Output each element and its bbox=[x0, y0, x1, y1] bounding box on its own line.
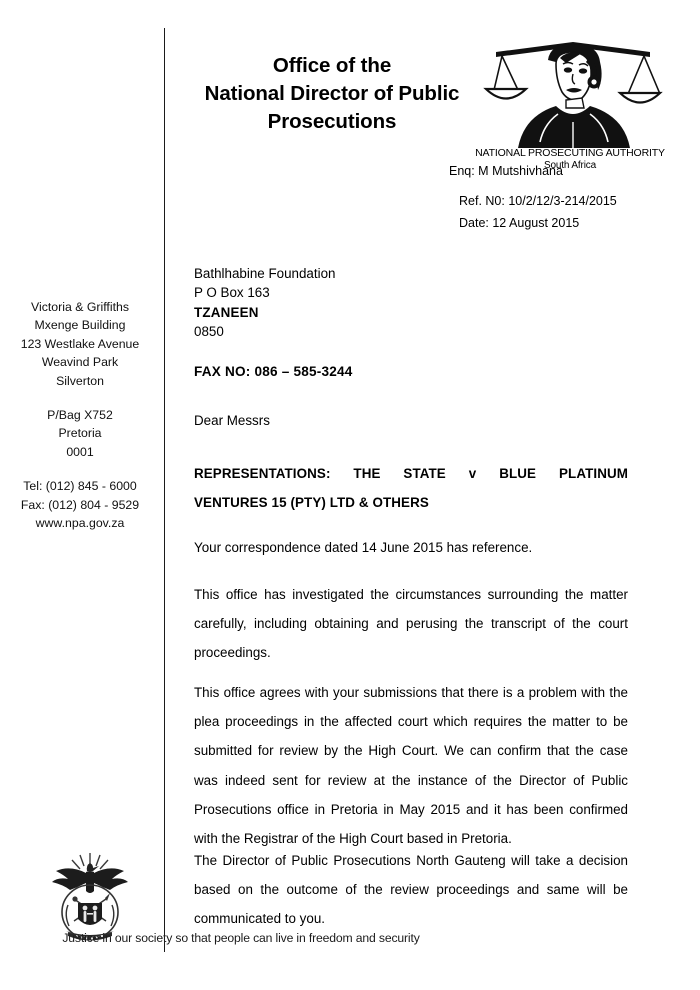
scales-of-justice-lady-icon bbox=[478, 30, 668, 148]
page-title bbox=[182, 52, 482, 136]
sidebar-fax: Fax: (012) 804 - 9529 bbox=[20, 497, 140, 512]
salutation: Dear Messrs bbox=[194, 413, 270, 428]
sidebar-postal-address bbox=[4, 406, 156, 461]
reference-number: Ref. N0: 10/2/12/3-214/2015 bbox=[459, 194, 617, 208]
subject-line bbox=[194, 459, 628, 517]
logo-caption-sub: South Africa bbox=[543, 160, 597, 171]
sidebar-address-block bbox=[4, 298, 156, 532]
subject-line-1: REPRESENTATIONS: THE STATE v BLUE PLATINUM bbox=[194, 466, 628, 481]
letter-date: Date: 12 August 2015 bbox=[459, 216, 580, 230]
recipient-address-block bbox=[194, 264, 335, 342]
recipient-town: TZANEEN bbox=[194, 304, 259, 320]
sidebar-telephone: Tel: (012) 845 - 6000 bbox=[23, 479, 137, 494]
sidebar-postal-line: 0001 bbox=[66, 444, 94, 459]
sidebar-address-line: Mxenge Building bbox=[34, 318, 126, 333]
paragraph-2: This office has investigated the circumstances surrounding the matter carefully, including obtaining and perusing the transcript of the court proceedings. bbox=[194, 587, 628, 661]
recipient-postal-code: 0850 bbox=[194, 324, 224, 340]
paragraph-4: The Director of Public Prosecutions North Gauteng will take a decision based on the outcome of the review proceedings and same will be communicated to you. bbox=[194, 853, 628, 927]
recipient-po-box: P O Box 163 bbox=[194, 285, 270, 301]
subject-line-2: VENTURES 15 (PTY) LTD & OTHERS bbox=[194, 495, 429, 510]
reference-block bbox=[459, 190, 617, 234]
title-line-2: National Director of Public bbox=[204, 82, 460, 105]
fax-number-line: FAX NO: 086 – 585-3244 bbox=[194, 364, 353, 379]
logo-caption-main: NATIONAL PROSECUTING AUTHORITY bbox=[475, 147, 665, 159]
sidebar-address-line: Victoria & Griffiths bbox=[31, 300, 129, 314]
title-line-3: Prosecutions bbox=[267, 110, 397, 133]
sidebar-physical-address bbox=[4, 298, 156, 390]
paragraph-3: This office agrees with your submissions that there is a problem with the plea proceedings in the affected court which requires the matter to be submitted for review by the High Court. We can confirm that the case was indeed sent for review at the instance of the Director of Public Prosecutions office in Pretoria in May 2015 and it has been confirmed with the Registrar of the High Court based in Pretoria. bbox=[194, 685, 628, 847]
footer-tagline: Justice in our society so that people can live in freedom and security bbox=[62, 931, 420, 945]
sidebar-website[interactable]: www.npa.gov.za bbox=[35, 516, 125, 531]
title-line-1: Office of the bbox=[272, 54, 392, 77]
sidebar-contact-details bbox=[4, 477, 156, 532]
sidebar-postal-line: P/Bag X752 bbox=[47, 408, 113, 423]
enquiries-line: Enq: M Mutshivhana bbox=[449, 164, 563, 178]
sidebar-address-line: Weavind Park bbox=[41, 355, 119, 370]
recipient-name: Bathlhabine Foundation bbox=[194, 266, 336, 281]
sidebar-address-line: 123 Westlake Avenue bbox=[20, 336, 140, 351]
paragraph-1: Your correspondence dated 14 June 2015 has reference. bbox=[194, 540, 533, 555]
vertical-divider bbox=[164, 28, 165, 952]
sidebar-address-line: Silverton bbox=[56, 373, 104, 388]
sidebar-postal-line: Pretoria bbox=[58, 426, 102, 441]
